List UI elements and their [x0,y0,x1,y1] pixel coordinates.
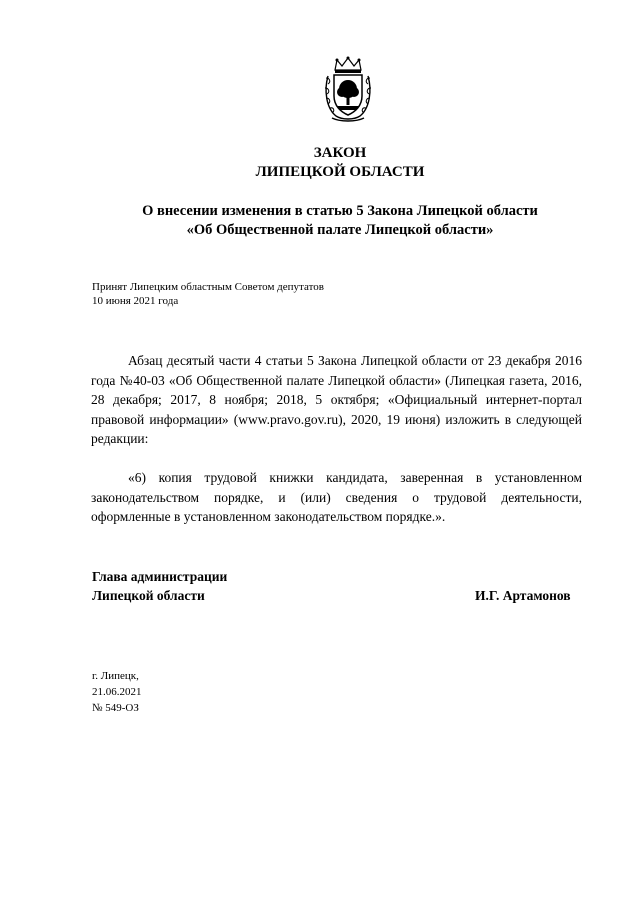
signatory-position-line-2: Липецкой области [92,588,205,603]
adoption-statement: Принят Липецким областным Советом депутатов [92,281,324,293]
body-paragraph [91,351,582,449]
signatory-name: И.Г. Артамонов [475,588,571,603]
coat-of-arms-icon [322,56,374,124]
document-subject-line-2: «Об Общественной палате Липецкой области» [186,222,494,238]
body-paragraph-text: Абзац десятый части 4 статьи 5 Закона Липецкой области от 23 декабря 2016 года №40-03 «Об Общественной палате Липецкой области» (Липецкая газета, 2016, 28 декабря; 2017, 8 ноября; 2018, 5 октября; «Официальный интернет-портал правовой информации» (www.pravo.gov.ru), 2020, 19 июня) изложить в следующей редакции: [91,353,582,446]
body-paragraph-text: «6) копия трудовой книжки кандидата, заверенная в установленном законодательством порядке, и (или) сведения о трудовой деятельности, оформленные в установленном законодательством порядке.». [91,470,582,524]
signing-date: 21.06.2021 [92,686,142,698]
signatory-position-line-1: Глава администрации [92,569,228,584]
law-number: № 549-ОЗ [92,702,139,714]
place-of-signing: г. Липецк, [92,670,139,682]
document-title: ЗАКОН [313,145,367,161]
body-paragraph [91,468,582,527]
document-region: ЛИПЕЦКОЙ ОБЛАСТИ [255,164,425,180]
adoption-date: 10 июня 2021 года [92,295,179,307]
document-subject-line-1: О внесении изменения в статью 5 Закона Липецкой области [142,203,538,219]
